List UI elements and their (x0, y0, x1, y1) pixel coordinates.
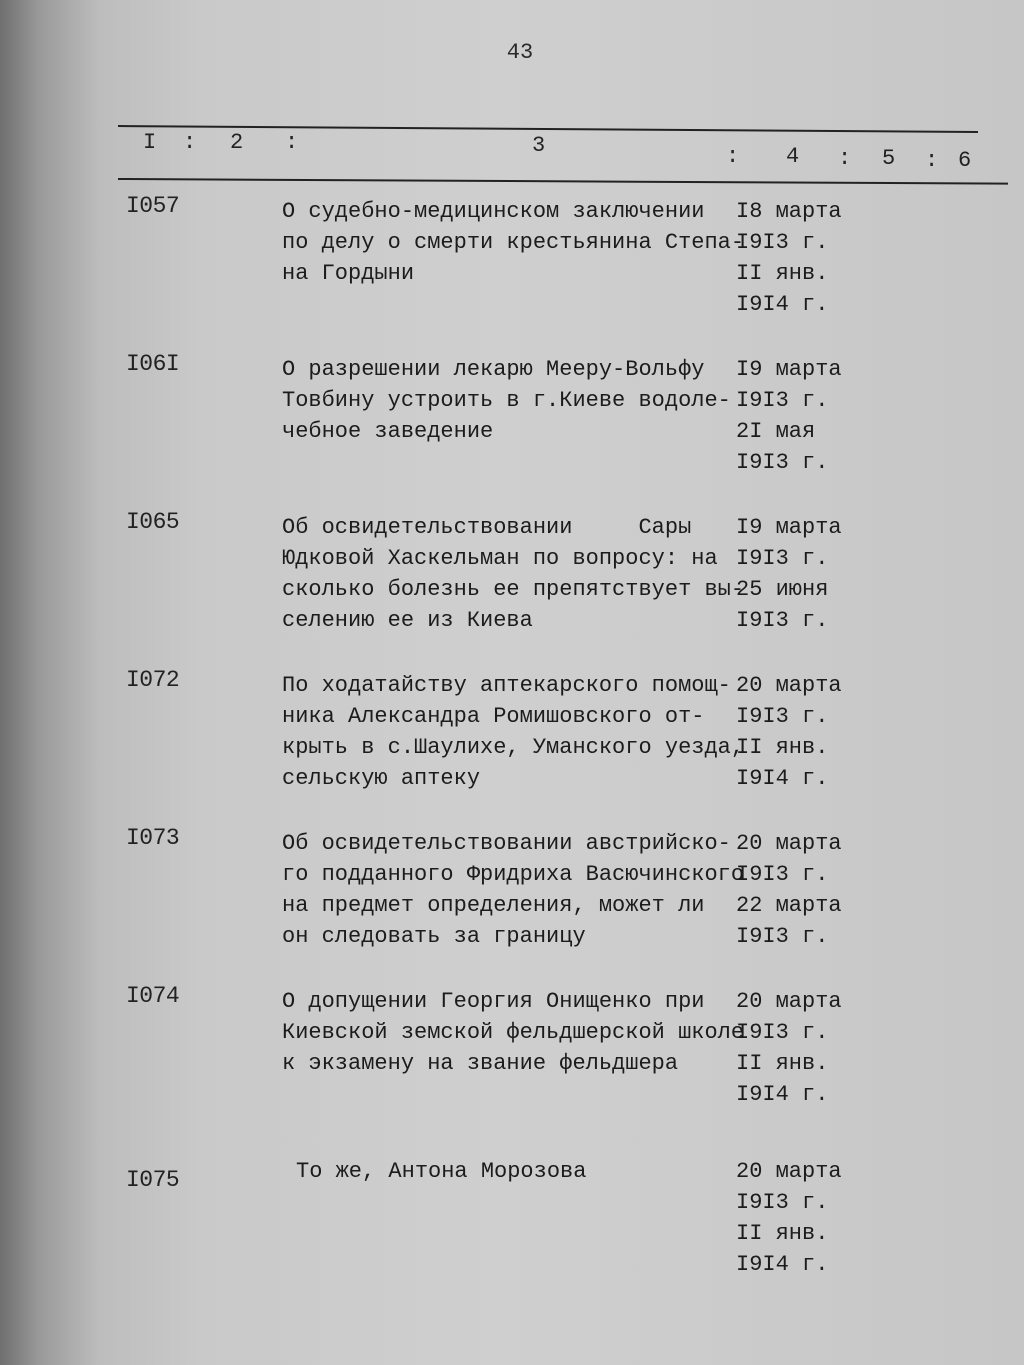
title-line: По ходатайству аптекарского помощ- (282, 673, 731, 698)
record-dates (736, 670, 856, 794)
date-line: I9I3 г. (736, 450, 829, 475)
page-number: 43 (506, 40, 534, 65)
record-title (282, 670, 745, 794)
title-line: Об освидетельствовании Сары (282, 515, 692, 540)
date-line: I9I3 г. (736, 704, 829, 729)
date-line: I9I4 г. (736, 1082, 829, 1107)
record-row (0, 825, 1024, 975)
column-header-2: 2 (230, 130, 244, 155)
record-title (282, 196, 745, 289)
date-line: II янв. (736, 1051, 829, 1076)
title-line: То же, Антона Морозова (296, 1159, 587, 1184)
record-number: I074 (126, 983, 180, 1009)
column-header-3: 3 (532, 133, 546, 158)
record-number: I057 (126, 193, 180, 219)
title-line: сельскую аптеку (282, 766, 481, 791)
column-separator: : (925, 148, 939, 173)
date-line: 20 марта (736, 831, 842, 856)
column-header-6: 6 (958, 148, 972, 173)
record-dates (736, 986, 856, 1110)
record-dates (736, 354, 856, 478)
date-line: I9 марта (736, 515, 842, 540)
record-row (0, 983, 1024, 1133)
date-line: 20 марта (736, 989, 842, 1014)
column-header-5: 5 (882, 146, 896, 171)
column-separator: : (183, 130, 197, 155)
title-line: на Гордыни (282, 261, 415, 286)
title-line: О судебно-медицинском заключении (282, 199, 705, 224)
date-line: I9I3 г. (736, 388, 829, 413)
column-separator: : (838, 146, 852, 171)
record-number: I075 (126, 1167, 180, 1193)
column-separator: : (285, 130, 299, 155)
date-line: 2I мая (736, 419, 816, 444)
record-row (0, 509, 1024, 659)
date-line: I9I3 г. (736, 924, 829, 949)
record-dates (736, 196, 856, 320)
title-line: О допущении Георгия Онищенко при (282, 989, 705, 1014)
record-row (0, 351, 1024, 501)
date-line: I9I4 г. (736, 1252, 829, 1277)
date-line: I9I3 г. (736, 546, 829, 571)
date-line: I9I3 г. (736, 608, 829, 633)
record-number: I06I (126, 351, 180, 377)
record-title (282, 986, 745, 1079)
title-line: Юдковой Хаскельман по вопросу: на (282, 546, 718, 571)
date-line: 25 июня (736, 577, 829, 602)
title-line: он следовать за границу (282, 924, 586, 949)
record-dates (736, 828, 856, 952)
title-line: по делу о смерти крестьянина Степа- (282, 230, 745, 255)
title-line: го подданного Фридриха Васючинского (282, 862, 745, 887)
record-number: I065 (126, 509, 180, 535)
date-line: II янв. (736, 261, 829, 286)
title-line: Товбину устроить в г.Киеве водоле- (282, 388, 731, 413)
title-line: на предмет определения, может ли (282, 893, 705, 918)
record-title (296, 1156, 756, 1187)
title-line: ника Александра Ромишовского от- (282, 704, 705, 729)
date-line: II янв. (736, 735, 829, 760)
record-dates (736, 1156, 856, 1280)
column-header-4: 4 (786, 144, 800, 169)
title-line: к экзамену на звание фельдшера (282, 1051, 679, 1076)
date-line: I9 марта (736, 357, 842, 382)
date-line: 20 марта (736, 673, 842, 698)
record-row (0, 193, 1024, 343)
title-line: Киевской земской фельдшерской школе (282, 1020, 745, 1045)
title-line: О разрешении лекарю Мееру-Вольфу (282, 357, 705, 382)
date-line: I9I3 г. (736, 1020, 829, 1045)
title-line: сколько болезнь ее препятствует вы- (282, 577, 745, 602)
title-line: чебное заведение (282, 419, 494, 444)
title-line: Об освидетельствовании австрийско- (282, 831, 731, 856)
record-title (282, 512, 745, 636)
record-dates (736, 512, 856, 636)
column-separator: : (726, 144, 740, 169)
record-number: I073 (126, 825, 180, 851)
title-line: селению ее из Киева (282, 608, 533, 633)
record-row (0, 667, 1024, 817)
date-line: 22 марта (736, 893, 842, 918)
record-title (282, 354, 742, 447)
title-line: крыть в с.Шаулихе, Уманского уезда, (282, 735, 745, 760)
record-title (282, 828, 745, 952)
date-line: 20 марта (736, 1159, 842, 1184)
column-header-1: I (143, 130, 157, 155)
date-line: I9I3 г. (736, 230, 829, 255)
date-line: I9I4 г. (736, 766, 829, 791)
date-line: I9I4 г. (736, 292, 829, 317)
date-line: I9I3 г. (736, 1190, 829, 1215)
record-row (0, 1153, 1024, 1303)
record-number: I072 (126, 667, 180, 693)
date-line: I8 марта (736, 199, 842, 224)
date-line: I9I3 г. (736, 862, 829, 887)
date-line: II янв. (736, 1221, 829, 1246)
